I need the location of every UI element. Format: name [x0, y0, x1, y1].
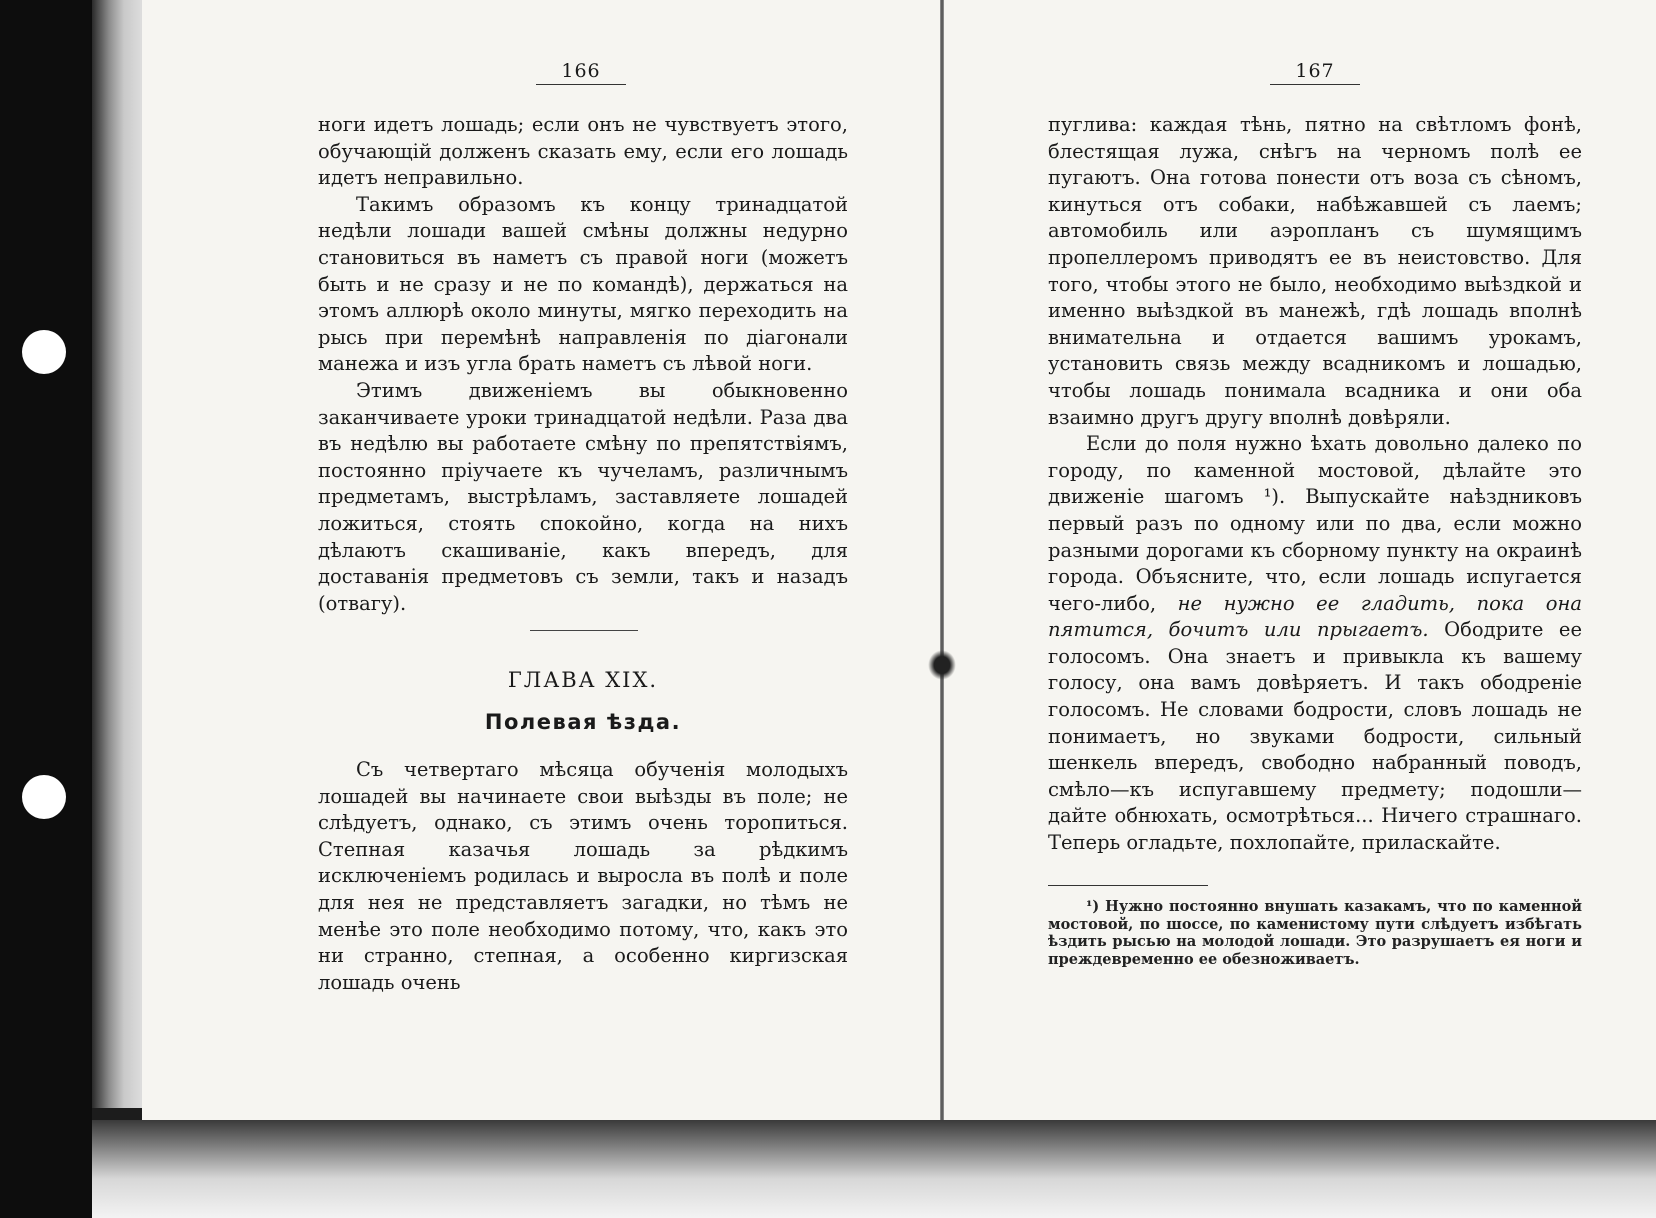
left-text-block [318, 112, 848, 617]
page-number: 167 [1270, 60, 1360, 85]
footnote-rule [1048, 885, 1208, 886]
punch-hole-lower [22, 775, 66, 819]
paragraph: ноги идетъ лошадь; если онъ не чувствуетъ этого, обучающій долженъ сказать ему, если его лошадь идетъ неправильно. [318, 113, 848, 190]
section-title: Полевая ѣзда. [484, 710, 682, 734]
chapter-title: ГЛАВА XIX. [507, 668, 659, 692]
page-number: 166 [536, 60, 626, 85]
binder-strip [0, 0, 92, 1218]
chapter-text-block [318, 757, 848, 996]
italic-emphasis: не нужно ее гладить, пока она пятится, бочитъ или прыгаетъ. [1048, 591, 1582, 642]
book-gutter [940, 0, 944, 1120]
paragraph: Съ четвертаго мѣсяца обученія молодыхъ лошадей вы начинаете свои выѣзды въ поле; не слѣдуетъ, однако, съ этимъ очень торопиться. Степная казачья лошадь за рѣдкимъ исключеніемъ родилась и выросла въ полѣ и поле для нея не представляетъ загадки, но тѣмъ не менѣе это поле необходимо потому, что, какъ это ни странно, степная, а особенно киргизская лошадь очень [318, 758, 848, 994]
punch-hole-upper [22, 330, 66, 374]
footnote: ¹) Нужно постоянно внушать казакамъ, что по каменной мостовой, по шоссе, по каменистому пути слѣдуетъ избѣгать ѣздить рысью на молодой лошади. Это разрушаетъ ея ноги и преждевременно ее обезноживаетъ. [1048, 898, 1582, 968]
paragraph: Этимъ движеніемъ вы обыкновенно заканчиваете уроки тринадцатой недѣли. Раза два въ недѣлю вы работаете смѣну по препятствіямъ, постоянно пріучаете къ чучеламъ, различнымъ предметамъ, выстрѣламъ, заставляете лошадей ложиться, стоять спокойно, когда на нихъ дѣлаютъ скашиваніе, какъ впередъ, для доставанія предметовъ съ земли, такъ и назадъ (отвагу). [318, 378, 848, 615]
gutter-ink-mark [928, 650, 956, 680]
chapter-separator [530, 630, 638, 631]
scan-bottom-edge [92, 1120, 1656, 1218]
right-text-block [1048, 112, 1582, 857]
paragraph-text: Ободрите ее голосомъ. Она знаетъ и привыкла къ вашему голосу, она вамъ довѣряетъ. И такъ ободреніе голосомъ. Не словами бодрости, словъ лошадь не понимаетъ, но звуками бодрости, сильный шенкель впередъ, свободно набранный поводъ, смѣло—къ испугавшему предмету; подошли—дайте обнюхать, осмотрѣться... Ничего страшнаго. Теперь огладьте, похлопайте, приласкайте. [1048, 618, 1582, 855]
paragraph-text: Если до поля нужно ѣхать довольно далеко по городу, по каменной мостовой, дѣлайте это движеніе шагомъ ¹). Выпускайте наѣздниковъ первый разъ по одному или по два, если можно разными дорогами къ сборному пункту на окраинѣ города. Объясните, что, если лошадь испугается чего-либо, [1048, 432, 1582, 615]
paragraph: пуглива: каждая тѣнь, пятно на свѣтломъ фонѣ, блестящая лужа, снѣгъ на черномъ полѣ ее пугаютъ. Она готова понести отъ воза съ сѣномъ, кинуться отъ собаки, набѣжавшей съ лаемъ; автомобиль или аэропланъ съ шумящимъ пропеллеромъ приводятъ ее въ неистовство. Для того, чтобы этого не было, необходимо выѣздкой и именно выѣздкой въ манежѣ, гдѣ лошадь вполнѣ внимательна и отдается вашимъ урокамъ, установить связь между всадникомъ и лошадью, чтобы лошадь понимала всадника и они оба взаимно другъ другу вполнѣ довѣряли. [1048, 113, 1582, 429]
paragraph: Такимъ образомъ къ концу тринадцатой недѣли лошади вашей смѣны должны недурно становиться въ наметъ съ правой ноги (можетъ быть и не сразу и не по командѣ), держаться на этомъ аллюрѣ около минуты, мягко переходить на рысь при перемѣнѣ направленія по діагонали манежа и изъ угла брать наметъ съ лѣвой ноги. [318, 192, 848, 376]
paragraph [1048, 431, 1582, 857]
